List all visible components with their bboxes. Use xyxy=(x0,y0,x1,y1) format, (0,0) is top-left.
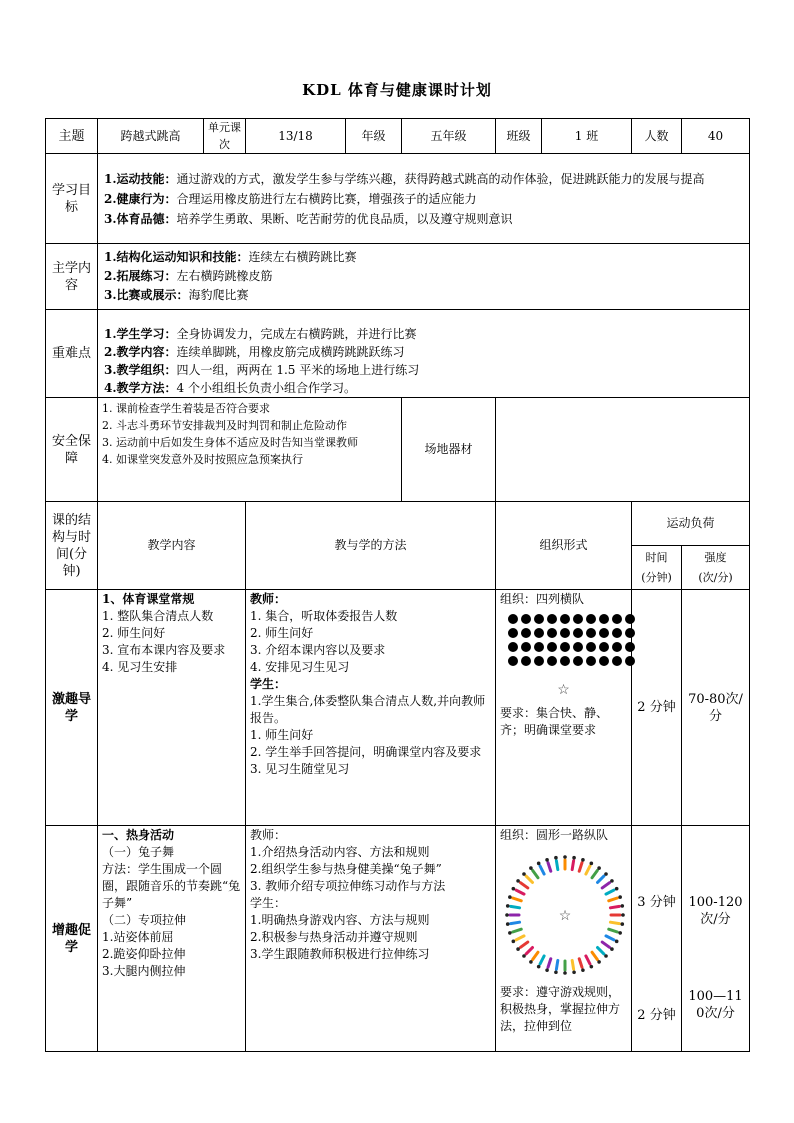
circle-student-mark xyxy=(586,866,590,874)
circle-student-head xyxy=(505,913,509,917)
circle-student-mark xyxy=(540,956,544,964)
circle-student-head xyxy=(581,858,585,862)
circle-student-head xyxy=(572,970,576,974)
student-dot xyxy=(599,656,609,666)
org-header: 组织形式 xyxy=(496,502,632,590)
teacher-item: 2.组织学生参与热身健美操“兔子舞” xyxy=(250,862,442,876)
circle-formation-svg xyxy=(500,850,630,980)
student-item: 2.积极参与热身活动并遵守规则 xyxy=(250,930,418,944)
main-content-item: 2.拓展练习：左右横跨跳橡皮筋 xyxy=(104,269,273,283)
circle-student-head xyxy=(537,965,541,969)
load-header: 运动负荷 xyxy=(632,502,750,546)
student-dot xyxy=(547,628,557,638)
main-content-items xyxy=(98,244,750,310)
circle-student-mark xyxy=(592,952,597,959)
student-dot xyxy=(521,614,531,624)
student-dot xyxy=(625,656,635,666)
circle-student-mark xyxy=(513,898,522,901)
student-dot xyxy=(612,656,622,666)
teacher-item: 4. 安排见习生见习 xyxy=(250,660,350,674)
circle-student-head xyxy=(545,968,549,972)
venue-label: 场地器材 xyxy=(402,398,496,502)
student-dot xyxy=(612,628,622,638)
circle-student-head xyxy=(522,954,526,958)
circle-student-mark xyxy=(579,959,582,968)
circle-student-head xyxy=(604,872,608,876)
student-dot xyxy=(560,628,570,638)
circle-student-mark xyxy=(516,936,524,940)
circle-student-head xyxy=(554,970,558,974)
grade-label: 年级 xyxy=(346,119,402,154)
circle-student-mark xyxy=(526,948,532,954)
student-dot xyxy=(521,628,531,638)
teacher-item: 1. 集合，听取体委报告人数 xyxy=(250,609,398,623)
circle-student-mark xyxy=(592,871,597,878)
section1-label: 激趣导学 xyxy=(46,590,98,826)
student-dot xyxy=(612,642,622,652)
circle-student-mark xyxy=(609,898,618,901)
content-item: 4. 见习生安排 xyxy=(102,660,178,674)
student-dot xyxy=(573,656,583,666)
objective-item: 3.体育品德：培养学生勇敢、果断、吃苦耐劳的优良品质，以及遵守规则意识 xyxy=(104,211,513,226)
venue-value xyxy=(496,398,750,502)
main-content-item: 1.结构化运动知识和技能：连续左右横跨跳比赛 xyxy=(104,250,357,264)
section2-content: 一、热身活动 （一）兔子舞 方法：学生围成一个圆圈，跟随音乐的节奏跳“兔子舞” （二）专项拉伸 1.站姿体前屈 2.跪姿仰卧拉伸 3.大腿内侧拉伸 xyxy=(98,826,246,1052)
circle-student-mark xyxy=(533,952,538,959)
circle-student-head xyxy=(529,866,533,870)
student-dot xyxy=(586,628,596,638)
objectives-content xyxy=(98,154,750,244)
teacher-item: 1.介绍热身活动内容、方法和规则 xyxy=(250,845,430,859)
content-item: 方法：学生围成一个圆圈，跟随音乐的节奏跳“兔子舞” xyxy=(102,862,241,910)
circle-student-mark xyxy=(556,861,557,870)
section1-method: 教师： 1. 集合，听取体委报告人数 2. 师生问好 3. 介绍本课内容以及要求 4. 安排见习生见习 学生： 1.学生集合,体委整队集合清点人数,并向教师报告。 1. 师生问好 2. 学生举手回答提问，明确课堂内容及要求 3. 见习生随堂见习 xyxy=(246,590,496,826)
safety-label: 安全保障 xyxy=(46,398,98,502)
circle-student-head xyxy=(563,855,567,859)
circle-student-head xyxy=(618,931,622,935)
circle-student-head xyxy=(508,895,512,899)
student-dot xyxy=(586,656,596,666)
unit-value: 13/18 xyxy=(246,119,346,154)
student-dot xyxy=(508,642,518,652)
key-points-items xyxy=(98,310,750,398)
circle-student-mark xyxy=(511,906,520,907)
circle-student-head xyxy=(516,947,520,951)
section1-intensity: 70-80次/分 xyxy=(682,590,750,826)
content-item: （二）专项拉伸 xyxy=(102,913,187,927)
topic-label: 主题 xyxy=(46,119,98,154)
circle-student-mark xyxy=(540,866,544,874)
circle-student-head xyxy=(512,887,516,891)
section2-method: 教师： 1.介绍热身活动内容、方法和规则 2.组织学生参与热身健美操“兔子舞” 3. 教师介绍专项拉伸练习动作与方法 学生： 1.明确热身游戏内容、方法与规则 2.积极参与热身活动并遵守规则 3.学生跟随教师积极进行拉伸练习 xyxy=(246,826,496,1052)
section1-time: 2 分钟 xyxy=(632,590,682,826)
circle-student-head xyxy=(537,862,541,866)
circle-student-head xyxy=(590,965,594,969)
circle-student-mark xyxy=(526,876,532,882)
circle-student-mark xyxy=(548,863,551,872)
student-item: 1.明确热身游戏内容、方法与规则 xyxy=(250,913,430,927)
student-dot xyxy=(560,656,570,666)
lesson-plan-table xyxy=(45,118,750,1052)
circle-student-mark xyxy=(606,890,614,894)
circle-student-head xyxy=(604,954,608,958)
section2-org: 组织：圆形一路纵队 ☆ 要求：遵守游戏规则，积极热身，掌握拉伸方法，拉伸到位 xyxy=(496,826,632,1052)
circle-student-mark xyxy=(606,936,614,940)
content-item: 1. 整队集合清点人数 xyxy=(102,609,214,623)
student-dot xyxy=(625,642,635,652)
class-label: 班级 xyxy=(496,119,542,154)
circle-student-mark xyxy=(572,861,573,870)
circle-student-mark xyxy=(572,960,573,969)
circle-student-mark xyxy=(586,956,590,964)
structure-header-row xyxy=(46,502,750,546)
circle-student-head xyxy=(529,960,533,964)
student-dot xyxy=(599,628,609,638)
circle-student-mark xyxy=(579,863,582,872)
teacher-item: 3. 介绍本课内容以及要求 xyxy=(250,643,386,657)
section1-org: 组织：四列横队 ☆ 要求：集合快、静、齐；明确课堂要求 xyxy=(496,590,632,826)
circle-student-mark xyxy=(511,922,520,923)
circle-student-head xyxy=(516,879,520,883)
circle-student-head xyxy=(508,931,512,935)
student-item: 1.学生集合,体委整队集合清点人数,并向教师报告。 xyxy=(250,694,486,725)
grade-value: 五年级 xyxy=(402,119,496,154)
main-content-row xyxy=(46,244,750,310)
circle-student-mark xyxy=(521,942,528,947)
student-dot xyxy=(521,656,531,666)
section1-content: 1、体育课堂常规 1. 整队集合清点人数 2. 师生问好 3. 宣布本课内容及要求 4. 见习生安排 xyxy=(98,590,246,826)
student-dot xyxy=(508,628,518,638)
time-header: 时间 (分钟) xyxy=(632,546,682,590)
circle-student-head xyxy=(590,862,594,866)
circle-student-mark xyxy=(513,929,522,932)
method-header: 教与学的方法 xyxy=(246,502,496,590)
circle-student-head xyxy=(581,968,585,972)
teacher-item: 2. 师生问好 xyxy=(250,626,314,640)
key-point-item: 4.教学方法：4 个小组组长负责小组合作学习。 xyxy=(104,381,356,395)
key-point-item: 2.教学内容：连续单脚跳，用橡皮筋完成横跨跳跳跃练习 xyxy=(104,345,405,359)
header-row xyxy=(46,119,750,154)
main-content-label: 主学内容 xyxy=(46,244,98,310)
circle-student-mark xyxy=(602,942,609,947)
content-item: 3. 宣布本课内容及要求 xyxy=(102,643,226,657)
four-rows-formation-diagram xyxy=(508,614,627,666)
content-item: 2. 师生问好 xyxy=(102,626,166,640)
circle-student-head xyxy=(572,856,576,860)
circle-formation-diagram xyxy=(500,850,630,980)
section2-intensity: 100-120次/分 100—110次/分 xyxy=(682,826,750,1052)
circle-student-head xyxy=(620,922,624,926)
circle-student-head xyxy=(522,872,526,876)
teacher-item: 3. 教师介绍专项拉伸练习动作与方法 xyxy=(250,879,446,893)
key-points-label: 重难点 xyxy=(46,310,98,398)
student-dot xyxy=(573,642,583,652)
student-dot xyxy=(612,614,622,624)
section2-label: 增趣促学 xyxy=(46,826,98,1052)
key-points-row xyxy=(46,310,750,398)
circle-student-mark xyxy=(610,906,619,907)
student-dot xyxy=(599,642,609,652)
circle-student-mark xyxy=(602,883,609,888)
objectives-label: 学习目标 xyxy=(46,154,98,244)
page-title: KDL 体育与健康课时计划 xyxy=(302,81,492,99)
structure-label: 课的结构与时间(分钟) xyxy=(46,502,98,590)
content-item: 1.站姿体前屈 xyxy=(102,930,174,944)
student-dot xyxy=(599,614,609,624)
safety-item: 3. 运动前中后如发生身体不适应及时告知当堂课教师 xyxy=(102,436,358,449)
circle-student-mark xyxy=(533,871,538,878)
safety-row xyxy=(46,398,750,502)
circle-student-head xyxy=(620,904,624,908)
safety-item: 2. 斗志斗勇环节安排裁判及时判罚和制止危险动作 xyxy=(102,419,347,432)
circle-student-mark xyxy=(548,959,551,968)
key-point-item: 3.教学组织：四人一组，两两在 1.5 平米的场地上进行练习 xyxy=(104,363,420,377)
circle-student-head xyxy=(512,940,516,944)
section2-row xyxy=(46,826,750,1052)
student-item: 2. 学生举手回答提问，明确课堂内容及要求 xyxy=(250,745,482,759)
student-dot xyxy=(534,656,544,666)
student-dot xyxy=(560,642,570,652)
circle-student-mark xyxy=(609,929,618,932)
circle-student-head xyxy=(618,895,622,899)
circle-student-mark xyxy=(556,960,557,969)
student-dot xyxy=(625,614,635,624)
student-dot xyxy=(547,614,557,624)
circle-student-mark xyxy=(516,890,524,894)
key-point-item: 1.学生学习：全身协调发力，完成左右横跨跳，并进行比赛 xyxy=(104,327,417,341)
content-item: 3.大腿内侧拉伸 xyxy=(102,964,186,978)
circle-student-mark xyxy=(521,883,528,888)
student-dot xyxy=(625,628,635,638)
intensity-header: 强度 (次/分) xyxy=(682,546,750,590)
student-dot xyxy=(573,614,583,624)
student-dot xyxy=(547,642,557,652)
safety-item: 1. 课前检查学生着装是否符合要求 xyxy=(102,402,270,415)
objective-item: 2.健康行为：合理运用橡皮筋进行左右横跨比赛，增强孩子的适应能力 xyxy=(104,191,477,206)
circle-student-head xyxy=(506,904,510,908)
circle-student-mark xyxy=(598,876,604,882)
teacher-star-icon: ☆ xyxy=(557,682,570,698)
student-dot xyxy=(586,614,596,624)
count-value: 40 xyxy=(682,119,750,154)
student-dot xyxy=(534,628,544,638)
objectives-row xyxy=(46,154,750,244)
student-dot xyxy=(534,614,544,624)
student-item: 3.学生跟随教师积极进行拉伸练习 xyxy=(250,947,430,961)
section1-row xyxy=(46,590,750,826)
circle-student-head xyxy=(615,940,619,944)
main-content-item: 3.比赛或展示：海豹爬比赛 xyxy=(104,288,249,302)
objective-item: 1.运动技能：通过游戏的方式，激发学生参与学练兴趣，获得跨越式跳高的动作体验，促进跳跃能力的发展与提高 xyxy=(104,171,705,186)
student-dot xyxy=(508,656,518,666)
unit-label: 单元课次 xyxy=(204,119,246,154)
circle-student-head xyxy=(597,960,601,964)
class-value: 1 班 xyxy=(542,119,632,154)
circle-student-head xyxy=(610,947,614,951)
student-item: 3. 见习生随堂见习 xyxy=(250,762,350,776)
circle-student-head xyxy=(545,858,549,862)
circle-student-head xyxy=(554,856,558,860)
content-header: 教学内容 xyxy=(98,502,246,590)
student-item: 1. 师生问好 xyxy=(250,728,314,742)
circle-student-head xyxy=(506,922,510,926)
section2-time: 3 分钟 2 分钟 xyxy=(632,826,682,1052)
student-dot xyxy=(521,642,531,652)
student-dot xyxy=(586,642,596,652)
circle-student-head xyxy=(610,879,614,883)
topic-value: 跨越式跳高 xyxy=(98,119,204,154)
circle-student-head xyxy=(563,971,567,975)
student-dot xyxy=(573,628,583,638)
circle-teacher-star-icon: ☆ xyxy=(558,908,572,924)
student-dot xyxy=(508,614,518,624)
circle-student-mark xyxy=(598,948,604,954)
count-label: 人数 xyxy=(632,119,682,154)
student-dot xyxy=(547,656,557,666)
content-item: 2.跪姿仰卧拉伸 xyxy=(102,947,186,961)
content-item: （一）兔子舞 xyxy=(102,845,175,859)
student-dot xyxy=(560,614,570,624)
student-dot xyxy=(534,642,544,652)
safety-item: 4. 如课堂突发意外及时按照应急预案执行 xyxy=(102,453,303,466)
circle-student-head xyxy=(615,887,619,891)
circle-student-head xyxy=(597,866,601,870)
safety-items xyxy=(98,398,402,502)
circle-student-head xyxy=(621,913,625,917)
circle-student-mark xyxy=(610,922,619,923)
